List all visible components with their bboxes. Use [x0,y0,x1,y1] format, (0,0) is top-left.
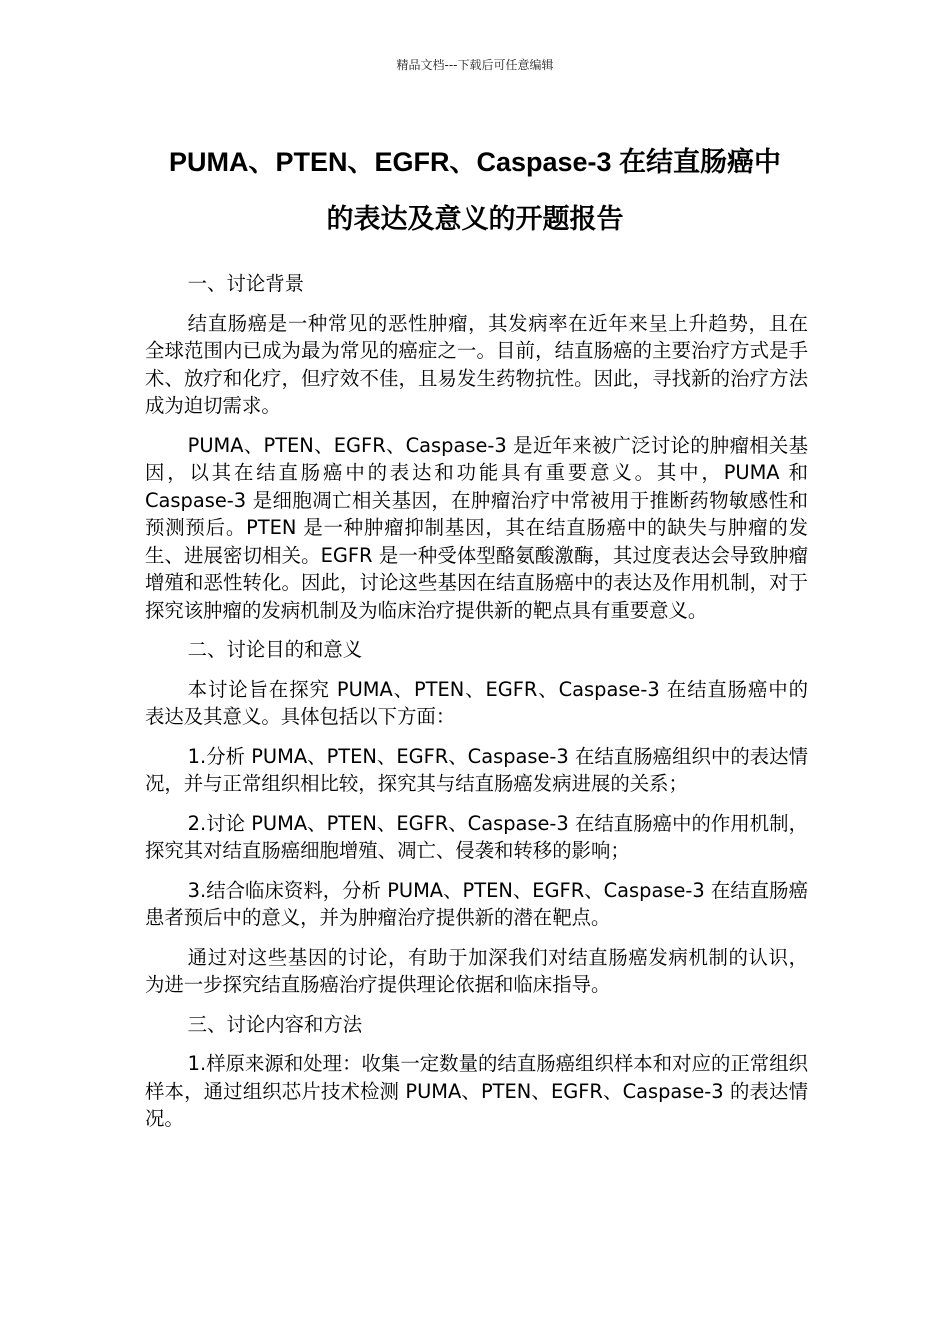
document-title [120,134,830,248]
paragraph: 结直肠癌是一种常见的恶性肿瘤，其发病率在近年来呈上升趋势，且在全球范围内已成为最为常见的癌症之一。目前，结直肠癌的主要治疗方式是手术、放疗和化疗，但疗效不佳，且易发生药物抗性。因此，寻找新的治疗方法成为迫切需求。 [145,311,808,417]
list-item: 1.样原来源和处理：收集一定数量的结直肠癌组织样本和对应的正常组织样本，通过组织芯片技术检测 PUMA、PTEN、EGFR、Caspase-3 的表达情况。 [145,1052,808,1130]
list-item: 2.讨论 PUMA、PTEN、EGFR、Caspase-3 在结直肠癌中的作用机制，探究其对结直肠癌细胞增殖、凋亡、侵袭和转移的影响； [145,811,808,862]
list-item: 3.结合临床资料，分析 PUMA、PTEN、EGFR、Caspase-3 在结直肠癌患者预后中的意义，并为肿瘤治疗提供新的潜在靶点。 [145,878,808,929]
section-heading-background: 一、讨论背景 [187,272,305,295]
paragraph: 通过对这些基因的讨论，有助于加深我们对结直肠癌发病机制的认识，为进一步探究结直肠癌治疗提供理论依据和临床指导。 [145,945,808,996]
paragraph: 本讨论旨在探究 PUMA、PTEN、EGFR、Caspase-3 在结直肠癌中的表达及其意义。具体包括以下方面： [145,677,808,728]
page-header: 精品文档---下载后可任意编辑 [396,58,554,72]
section-heading-methods: 三、讨论内容和方法 [187,1012,363,1036]
document-body [145,270,808,1145]
list-item: 1.分析 PUMA、PTEN、EGFR、Caspase-3 在结直肠癌组织中的表达情况，并与正常组织相比较，探究其与结直肠癌发病进展的关系； [145,744,808,795]
title-line-2: 的表达及意义的开题报告 [326,204,624,234]
section-heading-purpose: 二、讨论目的和意义 [187,638,363,661]
title-line-1: PUMA、PTEN、EGFR、Caspase-3 在结直肠癌中 [168,147,782,177]
paragraph: PUMA、PTEN、EGFR、Caspase-3 是近年来被广泛讨论的肿瘤相关基因，以其在结直肠癌中的表达和功能具有重要意义。其中，PUMA 和 Caspase-3 是细胞凋亡相关基因，在肿瘤治疗中常被用于推断药物敏感性和预测预后。PTEN 是一种肿瘤抑制基因，其在结直肠癌中的缺失与肿瘤的发生、进展密切相关。EGFR 是一种受体型酪氨酸激酶，其过度表达会导致肿瘤增殖和恶性转化。因此，讨论这些基因在结直肠癌中的表达及作用机制，对于探究该肿瘤的发病机制及为临床治疗提供新的靶点具有重要意义。 [145,433,808,622]
